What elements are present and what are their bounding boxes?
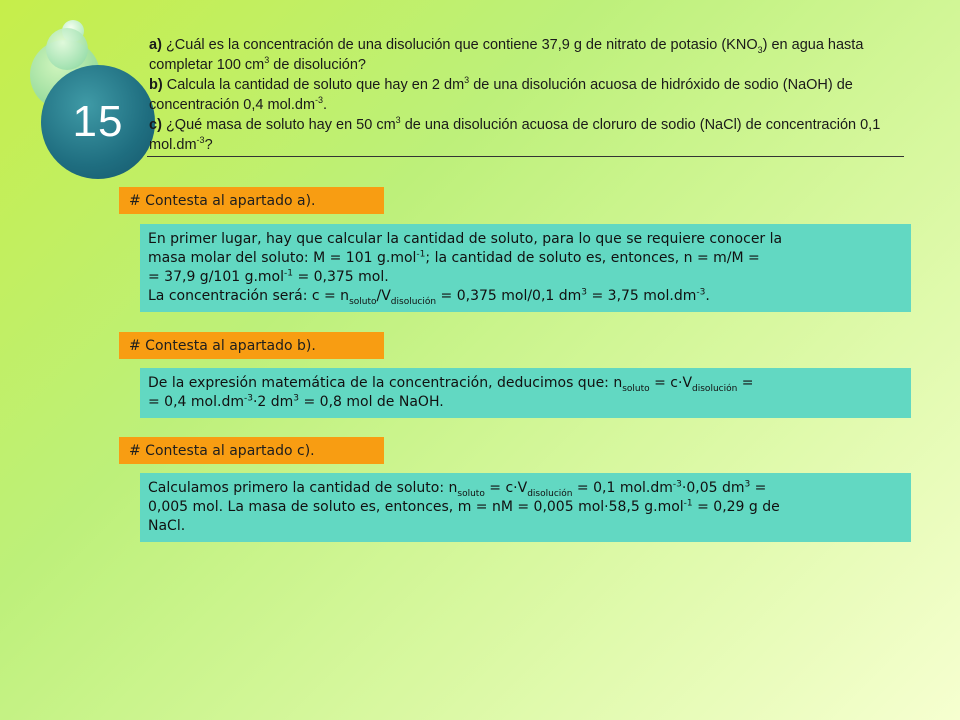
a-l4-sub2: disolución <box>390 296 437 307</box>
question-c-text-2: de una disolución acuosa de cloruro de sodio (NaCl) de concentración 0,1 mol.dm <box>149 117 881 153</box>
b-l2-text-3: = 0,8 mol de NaOH. <box>299 394 444 410</box>
section-a-label: # Contesta al apartado a). <box>119 187 384 214</box>
question-b-sup2: -3 <box>315 95 324 106</box>
c-l1-sup1: -3 <box>672 479 682 490</box>
question-a-sub: 3 <box>757 44 763 55</box>
b-l1-sub2: disolución <box>692 383 738 394</box>
b-l1-text: De la expresión matemática de la concentración, deducimos que: n <box>148 375 623 391</box>
c-l1-text-4: ·0,05 dm <box>681 480 745 496</box>
a-l4-sup2: -3 <box>696 287 706 298</box>
c-l2-text-2: = 0,29 g de <box>692 499 780 515</box>
a-l2-sup: -1 <box>416 249 426 260</box>
b-l1-text-3: = <box>737 375 754 391</box>
question-a-sup: 3 <box>264 55 270 66</box>
c-l1-text-3: = 0,1 mol.dm <box>572 480 673 496</box>
c-l1-text-5: = <box>750 480 767 496</box>
c-l2-sup: -1 <box>683 498 693 509</box>
section-b-label: # Contesta al apartado b). <box>119 332 384 359</box>
section-b-answer <box>140 368 911 418</box>
section-a-line2 <box>148 249 903 268</box>
section-c-answer <box>140 473 911 542</box>
b-l2-text: = 0,4 mol.dm <box>148 394 244 410</box>
section-a-answer <box>140 224 911 312</box>
a-l3-text: = 37,9 g/101 g.mol <box>148 269 285 285</box>
section-a-line4 <box>148 287 903 306</box>
question-a-text-2: ) en agua hasta completar 100 cm <box>149 37 864 73</box>
section-a-line1: En primer lugar, hay que calcular la cantidad de soluto, para lo que se requiere conocer la <box>148 231 783 247</box>
decor-bubble-medium <box>46 28 88 70</box>
a-l4-text: La concentración será: c = n <box>148 288 350 304</box>
question-c-label: c) <box>149 117 162 133</box>
question-b-label: b) <box>149 77 163 93</box>
section-c-label: # Contesta al apartado c). <box>119 437 384 464</box>
question-a-text: ¿Cuál es la concentración de una disolución que contiene 37,9 g de nitrato de potasio (KNO <box>165 37 758 53</box>
question-c-sup2: -3 <box>196 135 205 146</box>
question-c-text: ¿Qué masa de soluto hay en 50 cm <box>165 117 396 133</box>
a-l4-sub1: soluto <box>349 296 377 307</box>
a-l4-text-3: = 0,375 mol/0,1 dm <box>436 288 582 304</box>
c-l1-text: Calculamos primero la cantidad de soluto: n <box>148 480 458 496</box>
a-l4-text-2: /V <box>376 288 391 304</box>
question-c <box>149 115 909 155</box>
question-b-text-3: . <box>323 97 328 113</box>
section-c-line2 <box>148 498 903 517</box>
question-b-text-2: de una disolución acuosa de hidróxido de sodio (NaOH) de concentración 0,4 mol.dm <box>149 77 853 113</box>
question-c-sup1: 3 <box>395 115 401 126</box>
b-l2-text-2: ·2 dm <box>252 394 294 410</box>
c-l1-sup2: 3 <box>744 479 751 490</box>
section-c-line3: NaCl. <box>148 518 186 534</box>
question-c-text-3: ? <box>204 137 213 153</box>
slide-number: 15 <box>72 97 124 146</box>
question-a-label: a) <box>149 37 162 53</box>
question-b-sup1: 3 <box>464 75 470 86</box>
a-l2-text: masa molar del soluto: M = 101 g.mol <box>148 250 417 266</box>
a-l4-text-5: . <box>705 288 710 304</box>
question-b-text: Calcula la cantidad de soluto que hay en 2 dm <box>166 77 465 93</box>
divider <box>147 156 904 157</box>
section-a-line3 <box>148 268 903 287</box>
question-a-text-3: de disolución? <box>269 57 367 73</box>
a-l3-sup: -1 <box>284 268 293 279</box>
c-l1-text-2: = c·V <box>484 480 528 496</box>
b-l1-sub1: soluto <box>622 383 650 394</box>
c-l1-sub2: disolución <box>527 488 573 499</box>
b-l1-text-2: = c·V <box>649 375 693 391</box>
slide-number-badge <box>41 65 155 179</box>
b-l2-sup2: 3 <box>293 393 300 404</box>
question-text <box>149 35 909 155</box>
a-l3-text-2: = 0,375 mol. <box>293 269 389 285</box>
a-l4-text-4: = 3,75 mol.dm <box>587 288 697 304</box>
section-b-line2 <box>148 393 903 412</box>
question-b <box>149 75 909 115</box>
b-l2-sup1: -3 <box>243 393 253 404</box>
question-a <box>149 35 909 75</box>
section-b-line1 <box>148 374 903 393</box>
a-l4-sup1: 3 <box>581 287 588 298</box>
c-l1-sub1: soluto <box>457 488 485 499</box>
a-l2-text-2: ; la cantidad de soluto es, entonces, n = m/M = <box>425 250 760 266</box>
c-l2-text: 0,005 mol. La masa de soluto es, entonces, m = nM = 0,005 mol·58,5 g.mol <box>148 499 684 515</box>
section-c-line1 <box>148 479 903 498</box>
